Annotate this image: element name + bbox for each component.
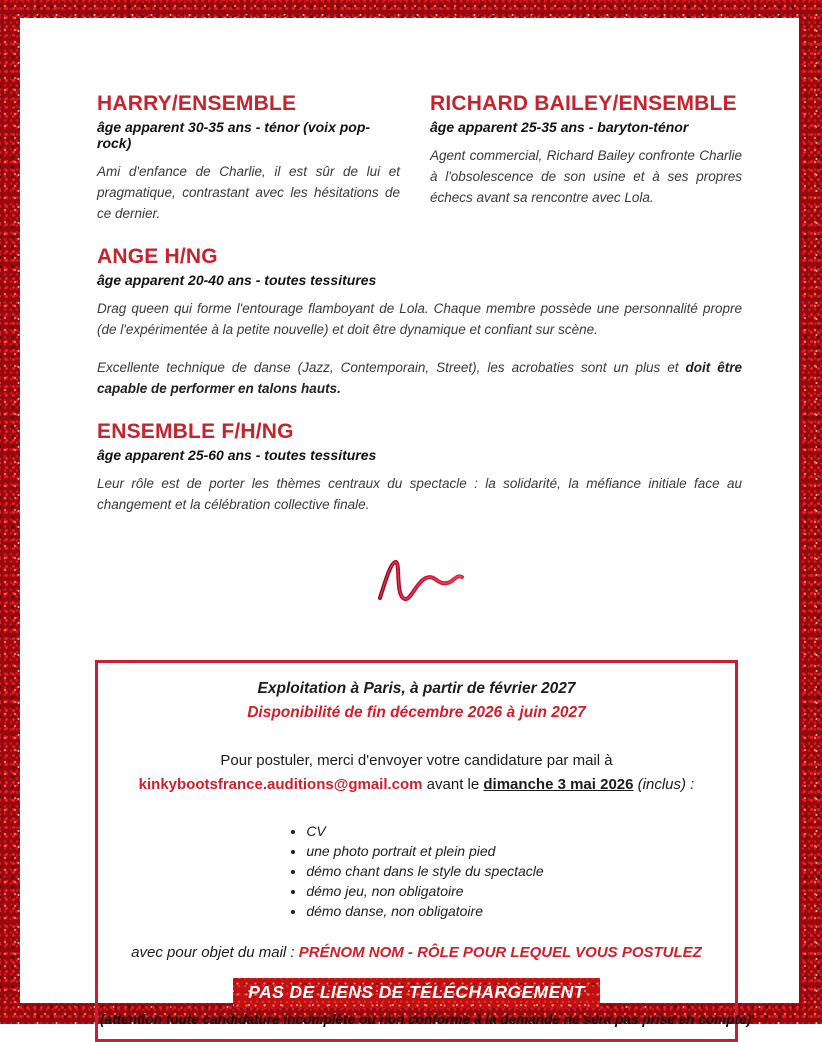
exploitation-line: Exploitation à Paris, à partir de février 2027 <box>257 679 576 697</box>
deadline-date: dimanche 3 mai 2026 <box>483 776 634 794</box>
role-subtitle-harry: âge apparent 30-35 ans - ténor (voix pop-rock) <box>97 119 371 152</box>
no-download-links-banner: PAS DE LIENS DE TÉLÉCHARGEMENT <box>233 978 599 1008</box>
document-sheet <box>20 18 799 1027</box>
apply-instructions <box>100 749 733 799</box>
checklist-item-demo-jeu: démo jeu, non obligatoire <box>289 882 543 902</box>
role-title-ange: ANGE H/NG <box>97 244 218 268</box>
document-content <box>20 18 799 1042</box>
role-section-ensemble <box>97 420 742 516</box>
role-description-ensemble: Leur rôle est de porter les thèmes centraux du spectacle : la solidarité, la méfiance initiale face au changement et la célébration collective finale. <box>97 475 742 512</box>
role-description-harry: Ami d'enfance de Charlie, il est sûr de lui et pragmatique, contrastant avec les hésitations de ce dernier. <box>97 164 400 221</box>
apply-mid-text: avant le <box>422 776 484 794</box>
role-title-ensemble: ENSEMBLE F/H/NG <box>97 419 294 443</box>
role-subtitle-ensemble: âge apparent 25-60 ans - toutes tessitures <box>97 446 377 463</box>
role-description-richard-bailey: Agent commercial, Richard Bailey confronte Charlie à l'obsolescence de son usine et à ses propres échecs avant sa rencontre avec Lola. <box>430 148 742 205</box>
application-checklist <box>289 822 543 921</box>
role-section-richard-bailey <box>430 92 742 225</box>
role-description-ange-p1: Drag queen qui forme l'entourage flamboyant de Lola. Chaque membre possède une personnalité propre (de l'expérimentée à la petite nouvelle) et doit être dynamique et confiant sur scène. <box>97 301 742 337</box>
checklist-item-photo: une photo portrait et plein pied <box>289 842 543 862</box>
incomplete-application-warning: (attention toute candidature incomplète ou non conforme à la demande ne sera pas prise en compte) <box>100 1011 752 1027</box>
checklist-item-cv: CV <box>289 822 543 842</box>
apply-email-line <box>100 773 733 798</box>
apply-intro-line: Pour postuler, merci d'envoyer votre candidature par mail à <box>220 751 613 769</box>
role-subtitle-ange: âge apparent 20-40 ans - toutes tessitures <box>97 272 377 289</box>
subject-value: PRÉNOM NOM - RÔLE POUR LEQUEL VOUS POSTULEZ <box>298 943 702 961</box>
role-section-ange <box>97 245 742 400</box>
availability-line: Disponibilité de fin décembre 2026 à juin 2027 <box>247 703 586 721</box>
subject-label: avec pour objet du mail : <box>131 943 299 961</box>
application-info-box <box>95 660 752 1042</box>
paragraph-spacer <box>97 341 742 358</box>
role-section-harry <box>97 92 400 225</box>
ribbon-divider <box>97 548 742 610</box>
role-title-harry: HARRY/ENSEMBLE <box>97 92 297 115</box>
deadline-suffix: (inclus) : <box>633 776 695 794</box>
checklist-item-demo-danse: démo danse, non obligatoire <box>289 902 543 922</box>
ange-p2-bold-text: doit être capable de performer en talons hauts. <box>97 359 742 396</box>
mail-subject-line <box>100 944 733 961</box>
checklist-item-demo-chant: démo chant dans le style du spectacle <box>289 862 543 882</box>
ribbon-squiggle-icon <box>368 548 472 610</box>
email-link[interactable]: kinkybootsfrance.auditions@gmail.com <box>138 776 423 794</box>
role-description-ange-p2 <box>97 358 742 400</box>
ange-p2-normal-text: Excellente technique de danse (Jazz, Contemporain, Street), les acrobaties sont un plus et <box>97 359 686 375</box>
role-subtitle-richard-bailey: âge apparent 25-35 ans - baryton-ténor <box>430 119 689 136</box>
role-title-richard-bailey: RICHARD BAILEY/ENSEMBLE <box>430 92 737 115</box>
roles-two-column-row <box>97 92 742 225</box>
